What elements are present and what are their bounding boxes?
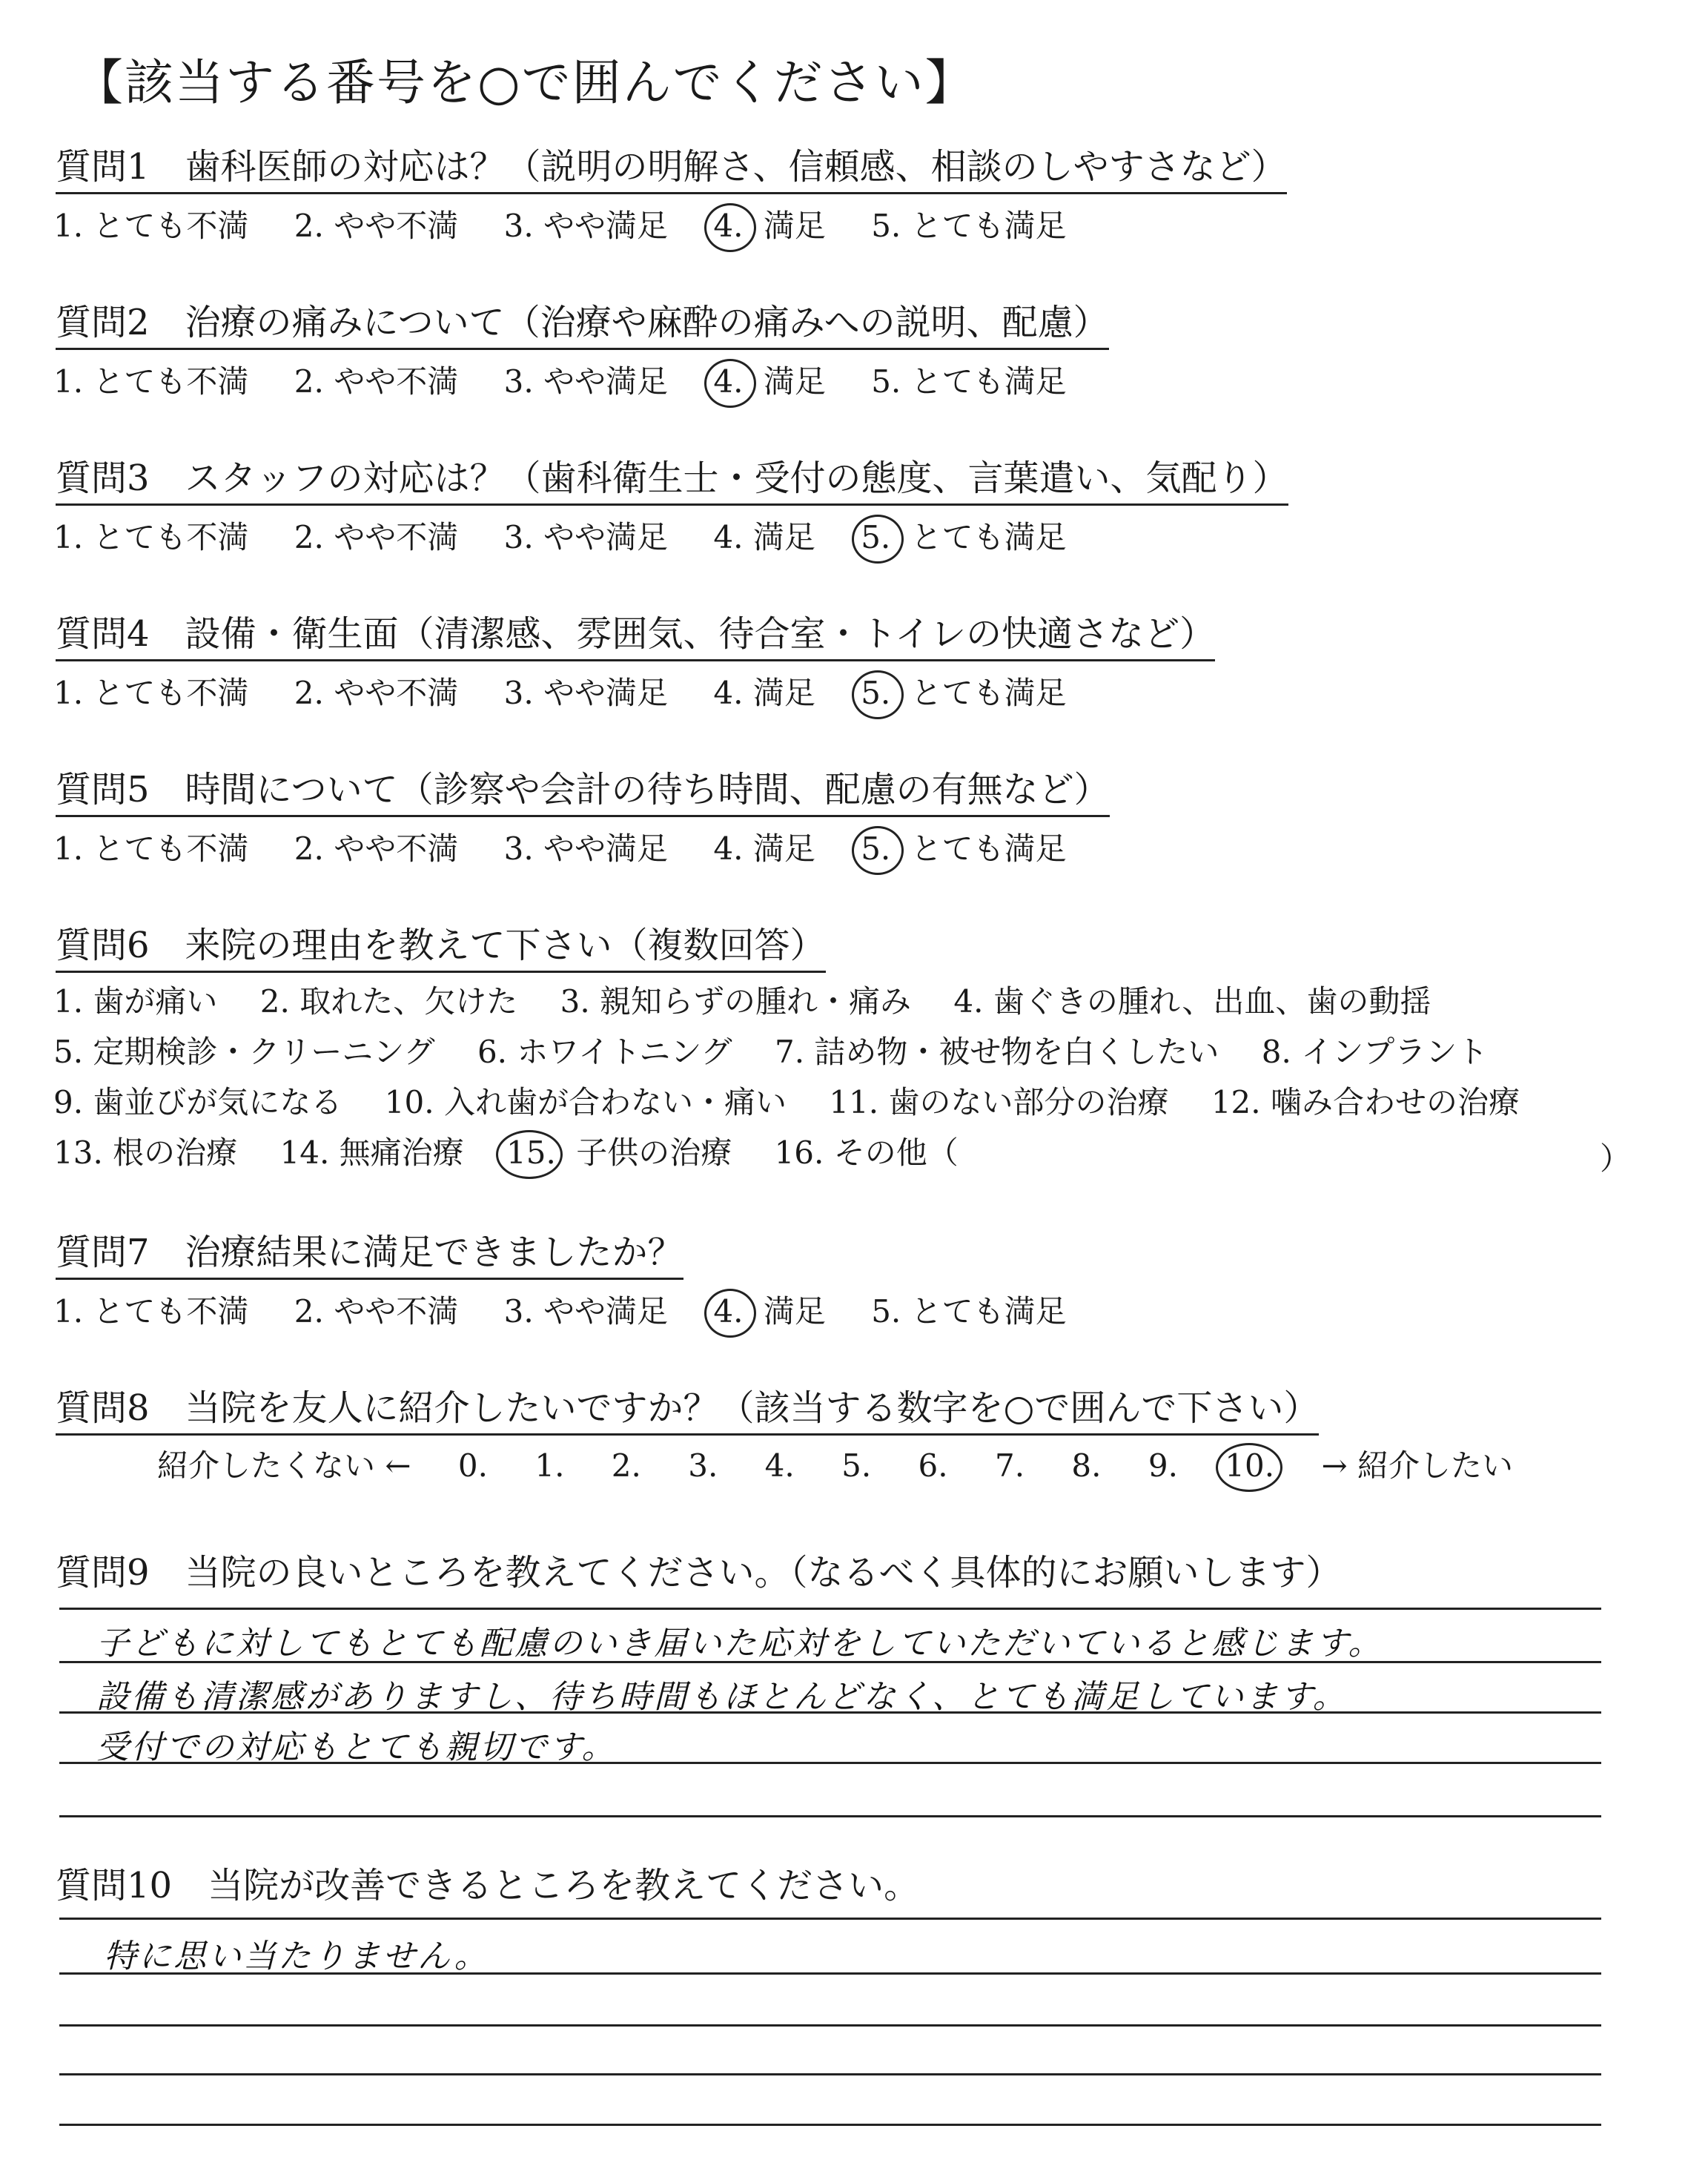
q8-option-9[interactable]: 9. [1148,1447,1178,1484]
q6-option-16[interactable]: 16. その他（ [774,1135,959,1171]
q6-option-3[interactable]: 3. 親知らずの腫れ・痛み [560,983,912,1020]
q6-option-14[interactable]: 14. 無痛治療 [279,1135,464,1171]
question-8-scale [157,1447,1550,1484]
question-8-heading: 質問8 当院を友人に紹介したいですか？（該当する数字を○で囲んで下さい） [56,1388,1319,1436]
q7-option-1[interactable]: 1. とても不満 [53,1293,249,1330]
q1-option-2[interactable]: 2. やや不満 [294,208,459,244]
q8-option-1[interactable]: 1. [534,1447,565,1484]
q3-option-2[interactable]: 2. やや不満 [294,519,459,555]
q7-option-4[interactable] [713,1293,743,1330]
q6-option-12[interactable]: 12. 噛み合わせの治療 [1211,1084,1520,1120]
question-6-row-3 [53,1084,1552,1121]
question-4-options [53,675,1102,712]
q5-option-2[interactable]: 2. やや不満 [294,830,459,867]
q5-option-5-label: とても満足 [910,830,1067,867]
question-7-heading: 質問7 治療結果に満足できましたか？ [56,1232,683,1280]
answer-line [59,1815,1601,1817]
q6-option-2[interactable]: 2. 取れた、欠けた [259,983,518,1020]
question-3-heading: 質問3 スタッフの対応は？（歯科衛生士・受付の態度、言葉遣い、気配り） [56,458,1288,506]
q4-option-5[interactable] [861,675,890,712]
q6-option-1[interactable]: 1. 歯が痛い [53,983,218,1020]
q8-option-10[interactable] [1225,1447,1274,1484]
question-2-options [53,363,1102,400]
selected-circle: 15. [506,1135,556,1171]
q4-option-3[interactable]: 3. やや満足 [503,675,669,711]
q6-option-9[interactable]: 9. 歯並びが気になる [53,1084,342,1120]
q6-option-15-label: 子供の治療 [576,1135,732,1171]
q6-option-6[interactable]: 6. ホワイトニング [477,1034,732,1070]
q1-option-5[interactable]: 5. とても満足 [871,208,1067,244]
q8-option-0[interactable]: 0. [457,1447,488,1484]
page-title: 【該当する番号を○で囲んでください】 [74,54,976,111]
q4-option-1[interactable]: 1. とても不満 [53,675,249,711]
q9-answer-line-3[interactable]: 受付での対応もとても親切です。 [96,1728,617,1766]
selected-circle: 5. [861,830,891,867]
q1-option-3[interactable]: 3. やや満足 [503,208,669,244]
q9-answer-line-1[interactable]: 子どもに対してもとても配慮のいき届いた応対をしていただいていると感じます。 [96,1625,1383,1662]
q6-option-4[interactable]: 4. 歯ぐきの腫れ、出血、歯の動揺 [953,983,1431,1020]
q8-option-8[interactable]: 8. [1071,1447,1102,1484]
q8-left-label: 紹介したくない ← [157,1447,411,1484]
q2-option-1[interactable]: 1. とても不満 [53,363,249,400]
selected-circle: 4. [713,208,744,244]
q7-option-2[interactable]: 2. やや不満 [294,1293,459,1330]
question-1-options [53,208,1102,245]
question-6-row-1 [53,983,1463,1020]
q7-option-5[interactable]: 5. とても満足 [871,1293,1067,1330]
q6-other-close-paren: ） [1600,1140,1632,1177]
q2-option-2[interactable]: 2. やや不満 [294,363,459,400]
q6-option-10[interactable]: 10. 入れ歯が合わない・痛い [384,1084,787,1120]
answer-line [59,2073,1601,2075]
selected-circle: 4. [713,363,744,400]
selected-circle: 5. [861,519,891,555]
q8-option-2[interactable]: 2. [611,1447,641,1484]
q5-option-1[interactable]: 1. とても不満 [53,830,249,867]
question-6-heading: 質問6 来院の理由を教えて下さい（複数回答） [56,925,826,973]
q6-option-5[interactable]: 5. 定期検診・クリーニング [53,1034,435,1070]
q5-option-3[interactable]: 3. やや満足 [503,830,669,867]
question-7-options [53,1293,1102,1330]
q1-option-4-label: 満足 [763,208,826,244]
q7-option-4-label: 満足 [763,1293,826,1330]
question-10-heading: 質問10 当院が改善できるところを教えてください。 [56,1865,920,1906]
q6-option-7[interactable]: 7. 詰め物・被せ物を白くしたい [774,1034,1219,1070]
question-2-heading: 質問2 治療の痛みについて（治療や麻酔の痛みへの説明、配慮） [56,303,1109,350]
answer-line [59,1918,1601,1920]
q3-option-1[interactable]: 1. とても不満 [53,519,249,555]
q6-option-15[interactable] [506,1135,556,1172]
q6-option-8[interactable]: 8. インプラント [1261,1034,1489,1070]
question-9-heading: 質問9 当院の良いところを教えてください。（なるべく具体的にお願いします） [56,1552,1342,1593]
q9-answer-line-2[interactable]: 設備も清潔感がありますし、待ち時間もほとんどなく、とても満足しています。 [96,1678,1348,1716]
q8-right-label: → 紹介したい [1321,1447,1513,1484]
q6-option-13[interactable]: 13. 根の治療 [53,1135,238,1171]
q3-option-4[interactable]: 4. 満足 [713,519,815,555]
q8-option-4[interactable]: 4. [764,1447,795,1484]
q4-option-4[interactable]: 4. 満足 [713,675,815,711]
q8-option-5[interactable]: 5. [841,1447,872,1484]
answer-line [59,2024,1601,2027]
q5-option-5[interactable] [861,830,890,868]
q8-option-6[interactable]: 6. [918,1447,948,1484]
q3-option-5-label: とても満足 [910,519,1067,555]
question-5-heading: 質問5 時間について（診察や会計の待ち時間、配慮の有無など） [56,770,1110,817]
answer-line [59,2124,1601,2126]
q10-answer-line-1[interactable]: 特に思い当たりません。 [104,1938,489,1975]
q3-option-5[interactable] [861,519,890,556]
q1-option-4[interactable] [713,208,743,245]
selected-circle: 10. [1225,1447,1275,1484]
q4-option-2[interactable]: 2. やや不満 [294,675,459,711]
q3-option-3[interactable]: 3. やや満足 [503,519,669,555]
answer-line [59,1608,1601,1610]
selected-circle: 5. [861,675,891,711]
q2-option-3[interactable]: 3. やや満足 [503,363,669,400]
question-6-row-4 [53,1135,991,1172]
q8-option-7[interactable]: 7. [994,1447,1025,1484]
question-6-row-2 [53,1034,1520,1071]
q2-option-4[interactable] [713,363,743,400]
q6-option-11[interactable]: 11. 歯のない部分の治療 [829,1084,1169,1120]
q4-option-5-label: とても満足 [910,675,1067,711]
q2-option-5[interactable]: 5. とても満足 [871,363,1067,400]
question-4-heading: 質問4 設備・衛生面（清潔感、雰囲気、待合室・トイレの快適さなど） [56,614,1215,661]
q5-option-4[interactable]: 4. 満足 [713,830,815,867]
q1-option-1[interactable]: 1. とても不満 [53,208,249,244]
q8-option-3[interactable]: 3. [688,1447,718,1484]
question-1-heading: 質問1 歯科医師の対応は？（説明の明解さ、信頼感、相談のしやすさなど） [56,147,1287,194]
q2-option-4-label: 満足 [763,363,826,400]
q7-option-3[interactable]: 3. やや満足 [503,1293,669,1330]
selected-circle: 4. [713,1293,744,1330]
question-5-options [53,830,1102,868]
question-3-options [53,519,1102,556]
